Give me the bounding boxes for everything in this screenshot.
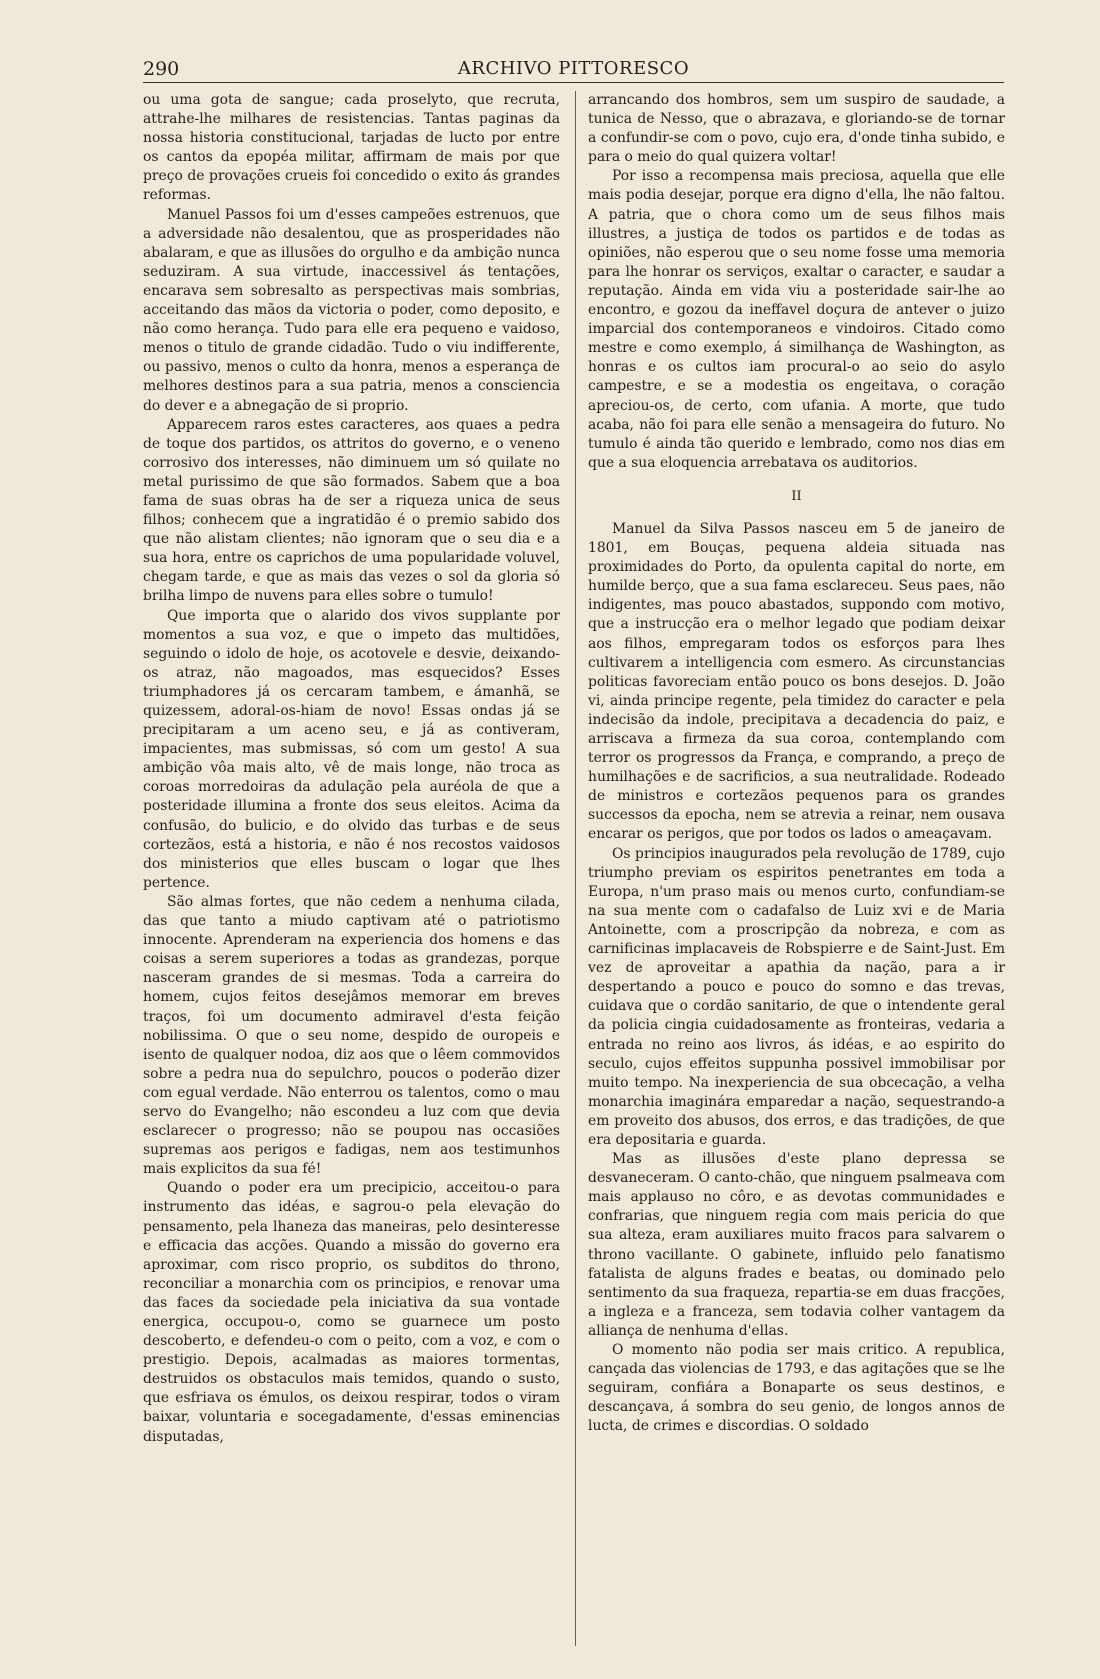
paragraph: Os principios inaugurados pela revolução de 1789, cujo triumpho previam os espiritos penetrantes em toda a Europa, n'um praso mais ou menos curto, confundiam-se na sua mente com o cadafalso de Luiz xvi e de Maria Antoinette, com a proscripção da nobreza, e com as carnificinas implacaveis de Robspierre e de Saint-Just. Em vez de aproveitar a apathia da nação, para a ir despertando a pouco e pouco do somno e das trevas, cuidava que o cordão sanitario, de que o intendente geral da policia cingia cuidadosamente as fronteiras, vedaria a entrada no reino aos livros, ás idéas, e ao espirito do seculo, cujos effeitos suppunha possivel immobilisar por muito tempo. Na inexperiencia de sua obcecação, a velha monarchia imaginára emparedar a nação, sequestrando-a em proveito dos abusos, dos erros, e das tradições, de que era depositaria e guarda. [588, 845, 1005, 1148]
paragraph: Manuel da Silva Passos nasceu em 5 de janeiro de 1801, em Bouças, pequena aldeia situada nas proximidades do Porto, da opulenta capital do norte, em humilde berço, que a sua fama esclareceu. Seus paes, não indigentes, mas pouco abastados, suppondo com motivo, que a instrucção era o melhor legado que podiam deixar aos filhos, empregaram todos os esforços para lhes cultivarem a intelligencia com esmero. As circunstancias politicas favoreciam então pouco os bons desejos. D. João vi, ainda principe regente, pela timidez do caracter e pela indecisão da indole, precipitava a decadencia do paiz, e arriscava a firmeza da sua coroa, contemplando com terror os progressos da França, e comprando, a preço de humilhações e de sacrificios, a sua neutralidade. Rodeado de ministros e cortezãos pequenos para os grandes successos da epocha, nem se atrevia a reinar, nem ousava encarar os perigos, que por todos os lados o ameaçavam. [588, 520, 1005, 843]
paragraph: Apparecem raros estes caracteres, aos quaes a pedra de toque dos partidos, os attritos do governo, e o veneno corrosivo dos interesses, não diminuem um só quilate no metal purissimo de que são formados. Sabem que a boa fama de suas obras ha de ser a riqueza unica de seus filhos; conhecem que a ingratidão é o premio sabido dos que não alistam clientes; não ignoram que o seu dia e a sua hora, entre os caprichos de uma popularidade voluvel, chegam tarde, e que as mais das vezes o sol da gloria só brilha limpo de nuvens para elles sobre o tumulo! [143, 416, 560, 605]
paragraph: ou uma gota de sangue; cada proselyto, que recruta, attrahe-lhe milhares de resistencias. Tantas paginas da nossa historia constitucional, tarjadas de lucto por entre os cantos da epopéa militar, affirmam de mais por que preço de provações crueis foi concedido o exito ás grandes reformas. [143, 92, 560, 204]
paragraph: Por isso a recompensa mais preciosa, aquella que elle mais podia desejar, porque era digno d'ella, lhe não faltou. A patria, que o chora como um de seus filhos mais illustres, a justiça de todos os partidos e de todas as opiniões, não esperou que o seu nome fosse uma memoria para lhe honrar os serviços, exaltar o caracter, e saudar a reputação. Ainda em vida viu a posteridade sair-lhe ao encontro, e gozou da ineffavel doçura de antever o juizo imparcial dos contemporaneos e vindoiros. Citado como mestre e como exemplo, á similhança de Washington, as honras e os cultos iam procural-o ao seio do asylo campestre, e se a modestia os engeitava, o coração apreciou-os, de certo, com ufania. A morte, que tudo acaba, não foi para elle senão a mensageira do futuro. No tumulo é ainda tão querido e lembrado, como nos dias em que a sua eloquencia arrebatava os auditorios. [588, 168, 1005, 471]
paragraph: Manuel Passos foi um d'esses campeões estrenuos, que a adversidade não desalentou, que as prosperidades não abalaram, e que as illusões do orgulho e da ambição nunca seduziram. A sua virtude, inaccessivel ás tentações, encarava sem sobresalto as perspectivas mais sombrias, acceitando das mãos da victoria o poder, como deposito, e não como herança. Tudo para elle era pequeno e vaidoso, menos o titulo de grande cidadão. Tudo o viu indifferente, ou passivo, menos o culto da honra, menos a esperança de melhores destinos para a sua patria, menos a consciencia do dever e a abnegação de si proprio. [143, 206, 560, 414]
section-heading: II [791, 488, 802, 504]
right-column [588, 91, 1005, 1651]
paragraph: Que importa que o alarido dos vivos supplante por momentos a sua voz, e que o impeto das multidões, seguindo o idolo de hoje, os acotovele e desvie, deixando-os atraz, não magoados, mas esquecidos? Esses triumphadores já os cercaram tambem, e ámanhã, se quizessem, adoral-os-hiam de novo! Essas ondas já se precipitaram a um aceno seu, e já as contiveram, impacientes, mas submissas, só com um gesto! A sua ambição vôa mais alto, vê de mais longe, não troca as coroas morredoiras da adulação pela auréola de que a posteridade illumina a fronte dos seus eleitos. Acima da confusão, do bulicio, e do olvido das turbas e de seus cortezãos, está a historia, e não é nos recostos vaidosos dos ministerios que elles buscam o logar que lhes pertence. [143, 607, 560, 891]
paragraph: arrancando dos hombros, sem um suspiro de saudade, a tunica de Nesso, que o abrazava, e gloriando-se de tornar a confundir-se com o povo, cujo era, d'onde tinha subido, e para o meio do qual quizera voltar! [588, 92, 1005, 166]
left-column [143, 91, 560, 1651]
text-columns [143, 91, 1005, 1651]
paragraph: O momento não podia ser mais critico. A republica, cançada das violencias de 1793, e das agitações que se lhe seguiram, confiára a Bonaparte os seus destinos, e descançava, á sombra do seu genio, de longos annos de lucta, de crimes e discordias. O soldado [588, 1342, 1005, 1435]
page-number: 290 [143, 58, 180, 80]
running-title: ARCHIVO PITTORESCO [457, 58, 690, 79]
paragraph: Quando o poder era um precipicio, acceitou-o para instrumento das idéas, e sagrou-o pela elevação do pensamento, pela lhaneza das maneiras, pelo desinteresse e efficacia das acções. Quando a missão do governo era aproximar, com risco proprio, os subditos do throno, reconciliar a monarchia com os principios, e renovar uma das faces da sociedade pela iniciativa da sua vontade energica, occupou-o, como se guarnece um posto descoberto, e defendeu-o com o peito, com a voz, e com o prestigio. Depois, acalmadas as maiores tormentas, destruidos os obstaculos mais temidos, quando o susto, que esfriava os émulos, os deixou respirar, todos o viram baixar, voluntaria e socegadamente, d'essas eminencias disputadas, [143, 1180, 560, 1445]
column-divider [575, 91, 576, 1646]
paragraph: Mas as illusões d'este plano depressa se desvaneceram. O canto-chão, que ninguem psalmeava com mais applauso no côro, e as devotas communidades e confrarias, que ninguem regia com mais pericia do que sua alteza, eram auxiliares muito fracos para salvarem o throno vacillante. O gabinete, influido pelo fanatismo fatalista de alguns frades e beatas, ou dominado pelo sentimento da sua fraqueza, repartia-se em duas fracções, a ingleza e a franceza, sem todavia colher vantagem da alliança de nenhuma d'ellas. [588, 1151, 1005, 1339]
page-header [143, 52, 1004, 83]
paragraph: São almas fortes, que não cedem a nenhuma cilada, das que tanto a miudo captivam até o patriotismo innocente. Aprenderam na experiencia dos homens e das coisas a serem superiores a todas as grandezas, porque nasceram grandes de si mesmas. Toda a carreira do homem, cujos feitos desejâmos memorar em breves traços, foi um documento admiravel d'esta feição nobilissima. O que o seu nome, despido de ouropeis e isento de qualquer nodoa, diz aos que o lêem commovidos sobre a pedra nua do sepulchro, poucos o poderão dizer com egual verdade. Não enterrou os talentos, como o mau servo do Evangelho; não escondeu a luz com que devia esclarecer o progresso; não se poupou nas occasiões supremas aos perigos e fadigas, nem aos testimunhos mais explicitos da sua fé! [143, 893, 560, 1178]
